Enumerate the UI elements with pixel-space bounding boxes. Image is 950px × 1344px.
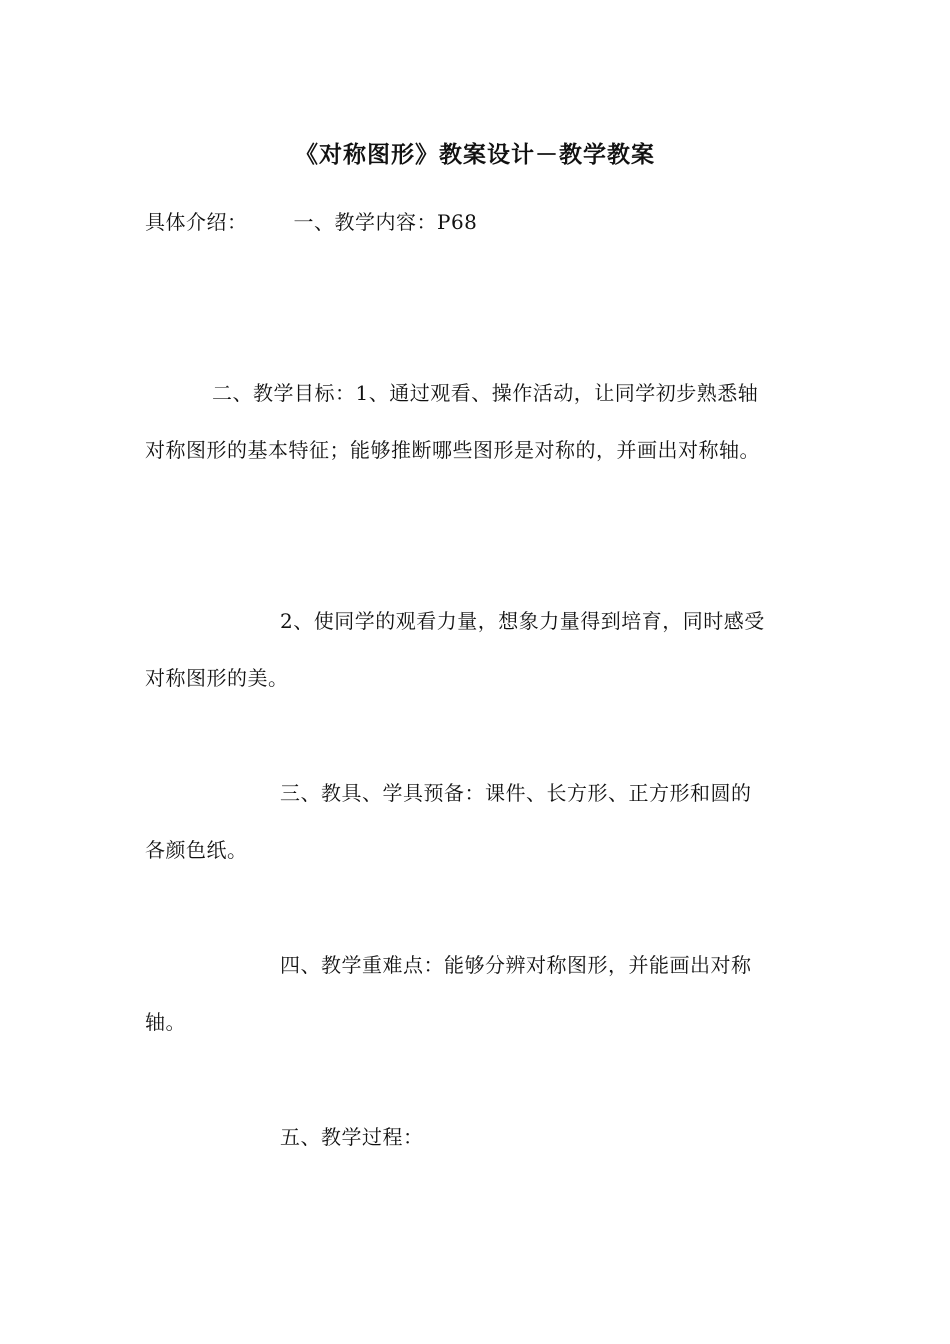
intro-label: 具体介绍：	[145, 210, 248, 234]
section-4-line-2: 轴。	[145, 1010, 186, 1034]
section-4-line-1: 四、教学重难点：能够分辨对称图形，并能画出对称	[280, 953, 752, 977]
document-title: 《对称图形》教案设计－教学教案	[295, 141, 655, 168]
section-1-teaching-content: 一、教学内容：P68	[293, 210, 478, 234]
goal-2-line-1: 2、使同学的观看力量，想象力量得到培育，同时感受	[280, 609, 765, 633]
intro-line	[145, 208, 477, 236]
section-5-heading: 五、教学过程：	[280, 1125, 424, 1149]
section-3-line-1: 三、教具、学具预备：课件、长方形、正方形和圆的	[280, 781, 752, 805]
section-2-line-2: 对称图形的基本特征；能够推断哪些图形是对称的，并画出对称轴。	[145, 438, 760, 462]
goal-2-line-2: 对称图形的美。	[145, 666, 289, 690]
section-2-line-1: 二、教学目标：1、通过观看、操作活动，让同学初步熟悉轴	[212, 381, 759, 405]
section-3-line-2: 各颜色纸。	[145, 838, 248, 862]
